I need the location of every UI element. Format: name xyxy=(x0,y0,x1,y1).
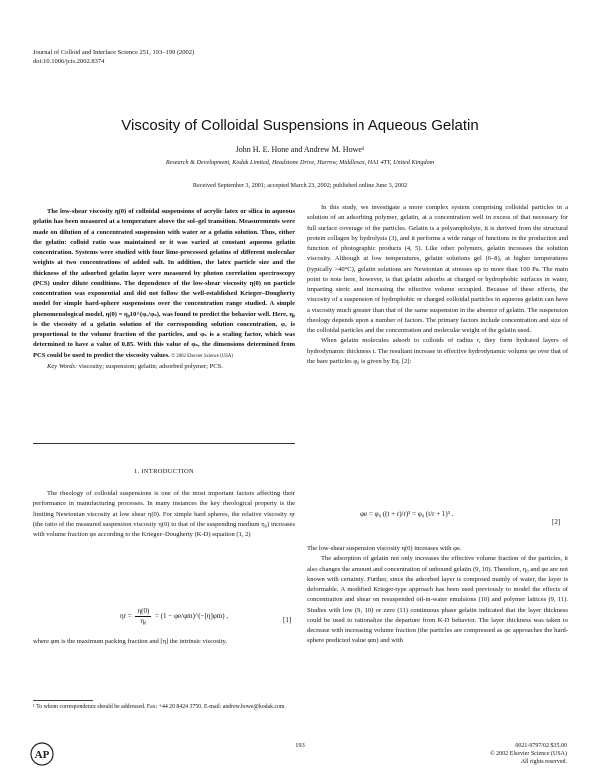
logo-text: AP xyxy=(34,749,50,761)
section-heading: 1. INTRODUCTION xyxy=(133,468,195,475)
received-dates: Received September 3, 2001; accepted March 23, 2002; published online June 3, 2002 xyxy=(192,182,408,189)
keywords-list: viscosity; suspension; gelatin; adsorbed polymer; PCS. xyxy=(78,362,223,370)
abstract-block xyxy=(33,207,295,372)
keywords xyxy=(33,362,295,372)
right-p4: The adsorption of gelatin not only increases the effective volume fraction of the particles, it also changes the amount and concentration of unbound gelatin (9, 10). Therefore, η₀ and φe are not known with certainty. Further, since the adsorbed layer is composed mainly of water, the layer is deformable. A modified Krieger-type approach has been used previously to model the effects of concentration and shear on resuspended oil-in-water emulsions (10) and polymer lattices (9, 11). Studies with low (9, 10) or zero (11) continuous phase gelatin indicated that the layer thickness could be used to rationalize the departure from K-D behavior. The layer thickness was taken to decrease with increasing volume fraction (the particles are compressed as φe approaches the hard-sphere predicted value φm) and with xyxy=(307,555,568,645)
affiliation: Research & Development, Kodak Limited, Headstone Drive, Harrow, Middlesex, HA1 4TY, United Kingdom xyxy=(165,159,435,166)
intro-p1: The rheology of colloidal suspensions is one of the most important factors affecting their performance in manufacturing processes. In many instances the key rheological property is the limiting Newtonian viscosity at low shear η(0). For simple hard spheres, the relative viscosity ηr (the ratio of the measured suspension viscosity η(0) to that of the suspending medium η₀) increases with volume fraction φe according to the Krieger–Dougherty (K-D) equation (1, 2) xyxy=(33,490,295,538)
abstract-text xyxy=(33,207,295,362)
page-number: 193 xyxy=(295,742,305,749)
eq1-rhs: = (1 − φe/φm)^(−[η]φm) , xyxy=(155,612,229,621)
footnote-divider xyxy=(33,700,93,701)
equation-1-number: [1] xyxy=(283,616,292,624)
eq1-numerator: η(0) xyxy=(137,607,150,615)
eq1-denominator: η₀ xyxy=(140,617,147,625)
journal-line: Journal of Colloid and Interface Science 251, 193–199 (2002) xyxy=(33,49,195,56)
abstract-divider xyxy=(33,443,295,444)
equation-2-number: [2] xyxy=(552,518,561,526)
rights-line-3: All rights reserved. xyxy=(520,759,567,765)
rights-block xyxy=(490,742,567,766)
abstract-copyright: © 2002 Elsevier Science (USA) xyxy=(171,353,233,359)
doi-line: doi:10.1006/jcis.2002.8374 xyxy=(33,58,105,65)
keywords-label: Key Words: xyxy=(47,362,78,370)
author-list: John H. E. Hone and Andrew M. Howe¹ xyxy=(235,145,365,154)
right-p2: When gelatin molecules adsorb to colloids of radius r, they form hydrated layers of hydrodynamic thickness t. The resultant increase in effective hydrodynamic volume φe over that of the bare particles φ₀ is given by Eq. [2]: xyxy=(307,337,568,365)
eq1-lhs: ηr = xyxy=(120,612,132,621)
equation-2: φe = φ₀ ((t + r)/r)³ = φ₀ (t/r + 1)³ . xyxy=(360,510,454,518)
paper-title: Viscosity of Colloidal Suspensions in Aqueous Gelatin xyxy=(121,117,479,134)
equation-1 xyxy=(120,607,228,626)
right-column-bottom xyxy=(307,544,568,647)
right-p3: The low-shear suspension viscosity η(0) increases with φe. xyxy=(307,545,462,552)
rights-line-2: © 2002 Elsevier Science (USA) xyxy=(490,751,567,757)
abstract-body: The low-shear viscosity η(0) of colloidal suspensions of acrylic latex or silica in aqueous gelatin has been measured at a temperature above the sol–gel transition. Measurements were made on dilution of a concentrated suspension with water or a gelatin solution. Thus, either the gelatin: colloid ratio was maintained or it was varied at constant aqueous gelatin concentration. Systems were studied with four lime-processed gelatins of different molecular weights at two concentrations of added salt. In addition, the latex particle size and the thickness of the adsorbed gelatin layer were measured by photon correlation spectroscopy (PCS) under dilute conditions. The dependence of the low-shear viscosity η(0) on particle concentration was exponential and did not follow the well-established Krieger–Dougherty model for simple hard-sphere suspensions over the concentration range studied. A simple phenomenological model, η(0) = η₀10^(φᵥ/φₛ), was found to predict the behavior well. Here, η₀ is the viscosity of a gelatin solution of the corresponding solution concentration, φᵥ is proportional to the volume fraction of the particles, and φₛ is a scaling factor, which was determined to have a value of 0.85. With this value of φₛ, the dimensions determined from PCS could be used to predict the viscosity values. xyxy=(33,208,295,359)
footnote: ¹ To whom correspondence should be addressed. Fax: +44 20 8424 3750. E-mail: andrew.howe@kodak.com. xyxy=(33,704,286,710)
intro-paragraph xyxy=(33,489,295,540)
right-p1: In this study, we investigate a more complex system comprising colloidal particles in a solution of an adsorbing polymer, gelatin, at a concentration well in excess of that necessary for full surface coverage of the particles. Gelatin is a polyampholyte, it is derived from the structural protein collagen by hydrolysis (3), and it performs a wide range of functions in the production and function of photographic products (4, 5). Like other polymers, gelatin increases the solution viscosity. Although at low temperatures, gelatin solutions gel (6–8), at higher temperatures (typically >40°C), gelatin solutions are Newtonian at stresses up to more than 100 Pa. The main point to note here, however, is that gelatin adsorbs at charged or hydrophobic surfaces in water, imparting steric and increasing the effective volume occupied. Because of these effects, the viscosity of a suspension of hydrophobic or charged colloidal particles in aqueous gelatin can have a viscosity much greater than that of the same suspension in the absence of gelatin. The suspension rheology depends upon a number of factors. The primary factors include concentration and size of the colloidal particles and the concentration and molecular weight of the gelatin used. xyxy=(307,204,568,334)
right-column-top xyxy=(307,203,568,367)
eq1-fraction xyxy=(135,607,151,626)
rights-line-1: 0021-9797/02 $35.00 xyxy=(515,743,567,749)
after-eq1-text: where φm is the maximum packing fraction and [η] the intrinsic viscosity. xyxy=(33,638,228,645)
journal-citation xyxy=(33,48,194,66)
